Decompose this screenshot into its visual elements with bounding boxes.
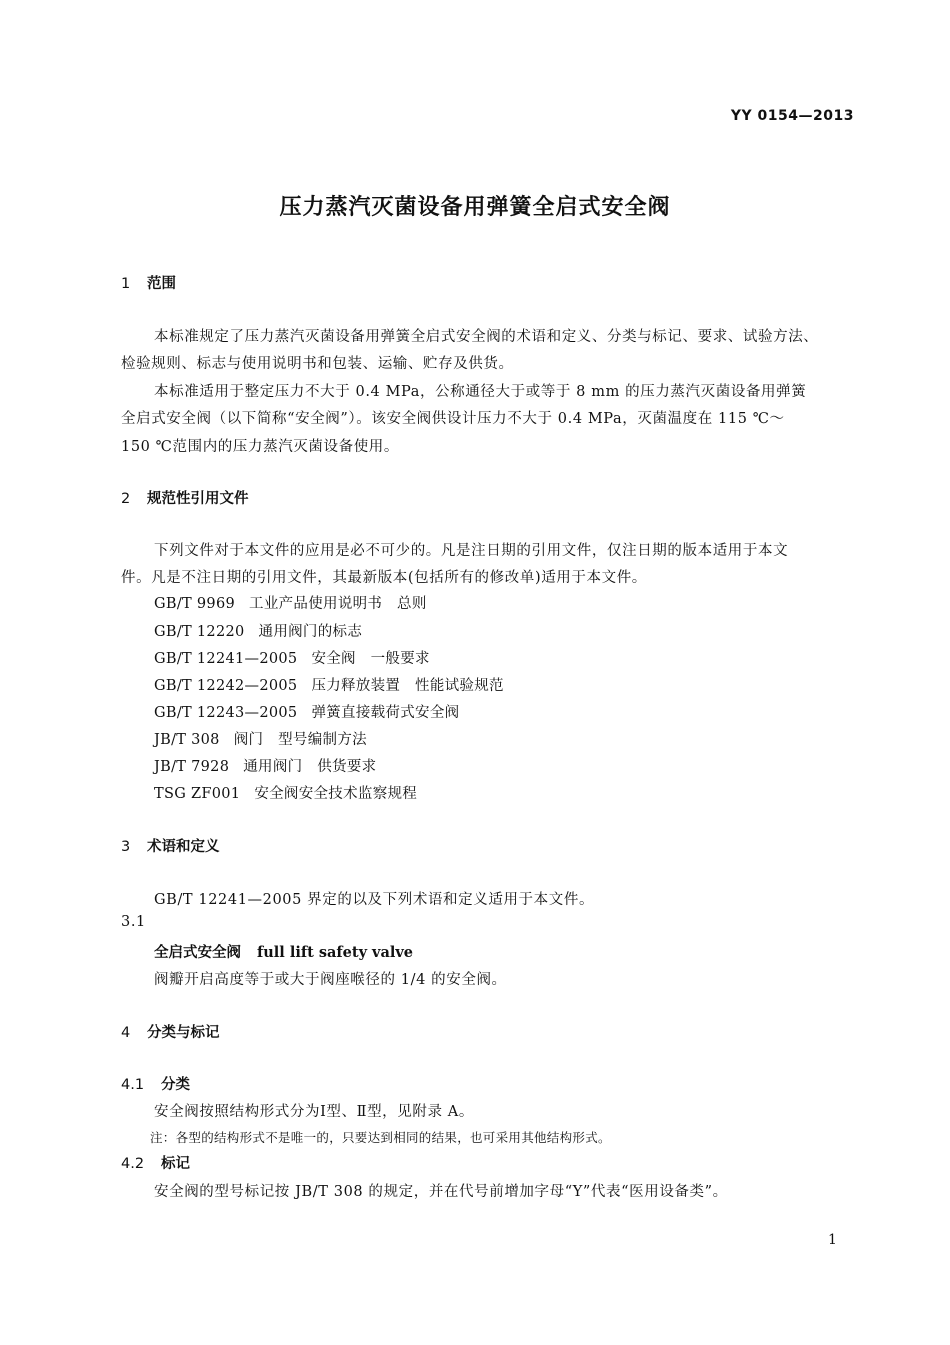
section-title: 规范性引用文件 — [147, 491, 249, 507]
paragraph-line: 全启式安全阀（以下简称“安全阀”）。该安全阀供设计压力不大于 0.4 MPa，灭菌温度在 115 ℃～ — [121, 411, 785, 427]
term-entry — [154, 941, 413, 962]
term-english: full lift safety valve — [257, 944, 414, 961]
paragraph-line: 本标准适用于整定压力不大于 0.4 MPa，公称通径大于或等于 8 mm 的压力蒸汽灭菌设备用弹簧 — [154, 384, 807, 400]
reference-item — [154, 592, 427, 613]
paragraph-line: GB/T 12241—2005 界定的以及下列术语和定义适用于本文件。 — [154, 892, 595, 908]
paragraph-line: 件。凡是不注日期的引用文件，其最新版本(包括所有的修改单)适用于本文件。 — [121, 570, 647, 586]
paragraph-line: 安全阀按照结构形式分为Ⅰ型、Ⅱ型，见附录 A。 — [154, 1104, 474, 1120]
reference-item — [154, 728, 367, 749]
page-number: 1 — [828, 1232, 837, 1248]
reference-code: GB/T 12242—2005 — [154, 678, 298, 694]
reference-item — [154, 647, 430, 668]
section-3-heading — [121, 835, 220, 856]
reference-code: GB/T 9969 — [154, 596, 236, 612]
paragraph-line: 安全阀的型号标记按 JB/T 308 的规定，并在代号前增加字母“Y”代表“医用设备类”。 — [154, 1184, 728, 1200]
section-title: 分类与标记 — [147, 1025, 220, 1041]
reference-title: 工业产品使用说明书 总则 — [249, 596, 427, 612]
section-number: 2 — [121, 491, 131, 507]
subsection-number: 4.1 — [121, 1077, 145, 1093]
reference-item — [154, 620, 362, 641]
reference-title: 通用阀门 供货要求 — [243, 759, 377, 775]
subsection-4-2-heading — [121, 1152, 190, 1173]
term-definition: 阀瓣开启高度等于或大于阀座喉径的 1/4 的安全阀。 — [154, 972, 507, 988]
term-chinese: 全启式安全阀 — [154, 944, 241, 961]
subsection-title: 标记 — [161, 1156, 190, 1172]
note: 注：各型的结构形式不是唯一的，只要达到相同的结果，也可采用其他结构形式。 — [150, 1130, 611, 1145]
reference-title: 阀门 型号编制方法 — [233, 732, 367, 748]
reference-code: GB/T 12243—2005 — [154, 705, 298, 721]
section-2-heading — [121, 487, 249, 508]
reference-title: 压力释放装置 性能试验规范 — [311, 678, 504, 694]
reference-code: JB/T 308 — [154, 732, 220, 748]
subsection-title: 分类 — [161, 1077, 190, 1093]
document-number: YY 0154—2013 — [730, 108, 854, 124]
section-title: 术语和定义 — [147, 839, 220, 855]
subsection-4-1-heading — [121, 1073, 190, 1094]
reference-item — [154, 755, 376, 776]
subsection-number: 4.2 — [121, 1156, 145, 1172]
paragraph-line: 下列文件对于本文件的应用是必不可少的。凡是注日期的引用文件，仅注日期的版本适用于本文 — [154, 543, 789, 559]
reference-code: GB/T 12220 — [154, 624, 245, 640]
section-number: 4 — [121, 1025, 131, 1041]
reference-title: 通用阀门的标志 — [258, 624, 363, 640]
paragraph-line: 本标准规定了压力蒸汽灭菌设备用弹簧全启式安全阀的术语和定义、分类与标记、要求、试验方法、 — [154, 329, 819, 345]
subsection-number: 3.1 — [121, 914, 146, 930]
reference-code: GB/T 12241—2005 — [154, 651, 298, 667]
reference-code: TSG ZF001 — [154, 786, 241, 802]
section-4-heading — [121, 1021, 220, 1042]
paragraph-line: 检验规则、标志与使用说明书和包装、运输、贮存及供货。 — [121, 356, 514, 372]
reference-item — [154, 701, 459, 722]
section-number: 1 — [121, 276, 131, 292]
section-1-heading — [121, 272, 176, 293]
document-title: 压力蒸汽灭菌设备用弹簧全启式安全阀 — [279, 195, 671, 220]
section-number: 3 — [121, 839, 131, 855]
section-title: 范围 — [147, 276, 176, 292]
paragraph-line: 150 ℃范围内的压力蒸汽灭菌设备使用。 — [121, 439, 400, 455]
reference-title: 安全阀 一般要求 — [311, 651, 430, 667]
reference-code: JB/T 7928 — [154, 759, 230, 775]
reference-title: 弹簧直接载荷式安全阀 — [311, 705, 460, 721]
reference-item — [154, 782, 417, 803]
reference-title: 安全阀安全技术监察规程 — [254, 786, 418, 802]
reference-item — [154, 674, 504, 695]
